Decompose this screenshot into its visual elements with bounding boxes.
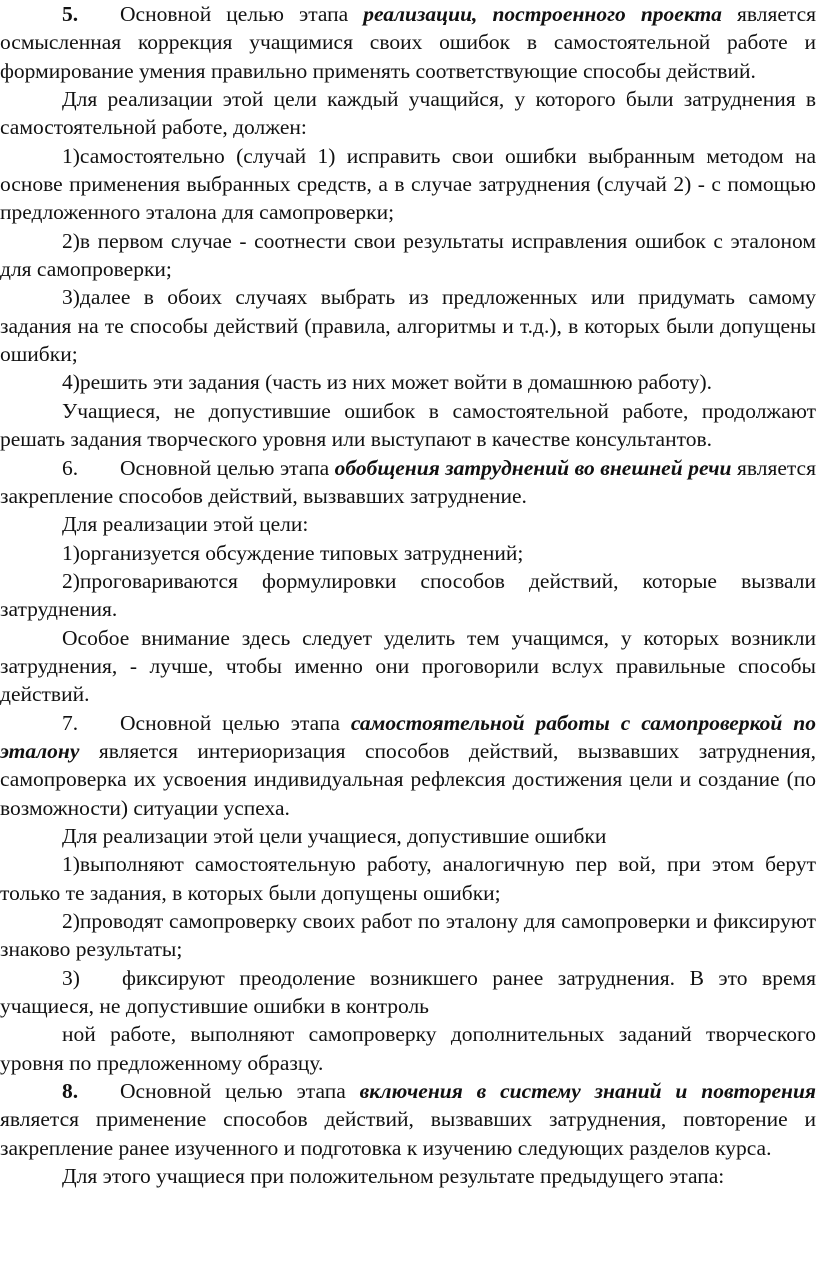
- stage-name: включения в систему знаний и повторения: [359, 1079, 816, 1104]
- paragraph-stage-5: 5. Основной целью этапа реализации, построенного проекта является осмысленная коррекция учащимися своих ошибок в самостоятельной работе и формирование умения правильно применять соответствующие способы действий.: [0, 2, 816, 83]
- paragraph: Для этого учащиеся при положительном результате предыдущего этапа:: [62, 1164, 725, 1189]
- stage-number: 6.: [62, 455, 79, 480]
- list-item: 1)выполняют самостоятельную работу, аналогичную пер вой, при этом берут только те задания, в которых были допущены ошибки;: [0, 852, 816, 905]
- paragraph: Учащиеся, не допустившие ошибок в самостоятельной работе, продолжают решать задания творческого уровня или выступают в качестве консультантов.: [0, 398, 816, 452]
- paragraph-stage-6: 6. Основной целью этапа обобщения затруднений во внешней речи является закрепление способов действий, вызвавших затруднение.: [0, 455, 816, 508]
- paragraph: Для реализации этой цели:: [62, 512, 309, 537]
- paragraph: ной работе, выполняют самопроверку дополнительных заданий творческого уровня по предложенному образцу.: [0, 1022, 816, 1075]
- paragraph-stage-7: 7. Основной целью этапа самостоятельной работы с самопроверкой по эталону является интериоризация способов действий, вызвавших затруднения, самопроверка их усвоения индивидуальная рефлексия достижения цели и создание (по возможности) ситуации успеха.: [0, 710, 816, 820]
- list-item: 2)проговариваются формулировки способов действий, которые вызвали затруднения.: [0, 568, 816, 622]
- list-item: 2)проводят самопроверку своих работ по эталону для самопроверки и фиксируют знаково результаты;: [0, 909, 816, 962]
- list-item: 1)организуется обсуждение типовых затруднений;: [62, 540, 524, 565]
- list-item: 3)далее в обоих случаях выбрать из предложенных или придумать самому задания на те способы действий (правила, алгоритмы и т.д.), в которых были допущены ошибки;: [0, 285, 816, 367]
- paragraph: Особое внимание здесь следует уделить тем учащимся, у которых возникли затруднения, - лучше, чтобы именно они проговорили вслух правильные способы действий.: [0, 625, 816, 707]
- paragraph: Для реализации этой цели учащиеся, допустившие ошибки: [62, 823, 607, 848]
- list-item: 4)решить эти задания (часть из них может войти в домашнюю работу).: [62, 370, 712, 395]
- stage-name: обобщения затруднений во внешней речи: [334, 455, 732, 480]
- stage-number: 5.: [62, 2, 79, 26]
- item-number: 3): [62, 965, 80, 990]
- list-item: 3) фиксируют преодоление возникшего ранее затруднения. В это время учащиеся, не допустившие ошибки в контроль: [0, 965, 816, 1019]
- stage-number: 8.: [62, 1079, 79, 1104]
- paragraph: Для реализации этой цели каждый учащийся, у которого были затруднения в самостоятельной работе, должен:: [0, 87, 816, 140]
- stage-name: реализации, построенного проекта: [363, 2, 722, 26]
- list-item: 2)в первом случае - соотнести свои результаты исправления ошибок с эталоном для самопроверки;: [0, 228, 816, 282]
- stage-name: самостоятельной работы с самопроверкой по эталону: [0, 710, 816, 763]
- list-item: 1)самостоятельно (случай 1) исправить свои ошибки выбранным методом на основе применения выбранных средств, а в случае затруднения (случай 2) - с помощью предложенного эталона для самопроверки;: [0, 143, 816, 225]
- paragraph-stage-8: 8. Основной целью этапа включения в систему знаний и повторения является применение способов действий, вызвавших затруднения, повторение и закрепление ранее изученного и подготовка к изучению следующих разделов курса.: [0, 1079, 816, 1160]
- stage-number: 7.: [62, 710, 79, 735]
